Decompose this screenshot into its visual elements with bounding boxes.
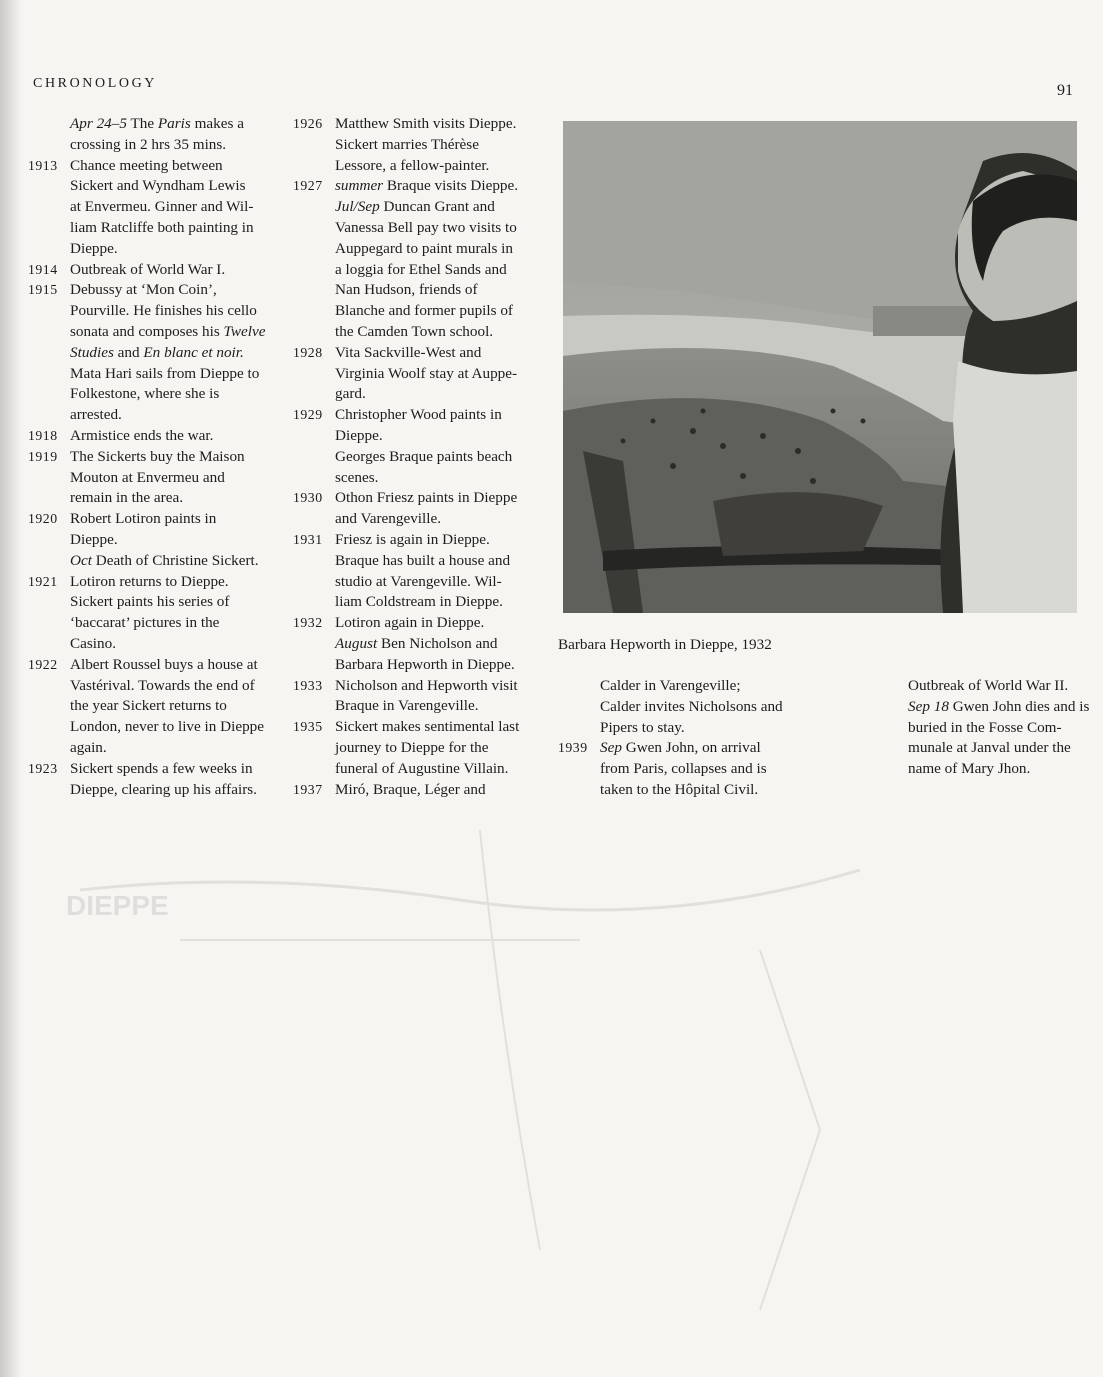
entry-line [70, 530, 290, 551]
entry-line [600, 718, 808, 739]
show-through-map [60, 830, 1060, 1330]
photo-caption: Barbara Hepworth in Dieppe, 1932 [558, 636, 772, 653]
entry-line [70, 447, 290, 468]
entry-text: Braque has built a house and [335, 551, 511, 569]
entry-text: the year Sickert returns to [70, 697, 227, 715]
entry-line [600, 697, 808, 718]
entry-text: The [126, 115, 158, 132]
entry-text: Albert Roussel buys a house at [70, 655, 258, 673]
chronology-column-2 [293, 114, 555, 800]
entry-text: Lotiron returns to Dieppe. [70, 572, 229, 590]
entry-text: remain in the area. [70, 489, 184, 507]
entry-text: Braque visits Dieppe. [383, 177, 519, 195]
photograph-barbara-hepworth [563, 121, 1077, 613]
entry-text: Chance meeting between [70, 156, 223, 174]
entry-line [335, 301, 555, 322]
chronology-entry [293, 488, 555, 530]
chronology-entry [28, 572, 290, 655]
entry-line [70, 572, 290, 593]
entry-line [70, 239, 290, 260]
entry-text: Vanessa Bell pay two visits to [335, 218, 517, 236]
chronology-column-1 [28, 114, 290, 800]
entry-year: 1919 [28, 448, 58, 464]
entry-text: Blanche and former pupils of [335, 302, 513, 320]
entry-year: 1926 [293, 116, 323, 131]
entry-text: Dieppe. [70, 239, 118, 257]
entry-line [335, 676, 555, 697]
entry-line [70, 592, 290, 613]
entry-line [335, 488, 555, 509]
entry-line [70, 156, 290, 177]
entry-text: Debussy at ‘Mon Coin’, [70, 281, 217, 299]
entry-text: Dieppe. [70, 530, 118, 548]
entry-line [70, 759, 290, 780]
entry-line [600, 759, 808, 780]
entry-line [70, 426, 290, 447]
entry-line [335, 551, 555, 572]
entry-line [335, 322, 555, 343]
chronology-entry [28, 447, 290, 509]
entry-year: 1918 [28, 427, 58, 443]
entry-year: 1927 [293, 178, 323, 194]
entry-text: ‘baccarat’ pictures in the [70, 614, 220, 632]
entry-line [335, 696, 555, 717]
date-label: Studies [70, 343, 114, 361]
entry-year: 1929 [293, 407, 323, 423]
entry-line [335, 384, 555, 405]
entry-line [70, 280, 290, 301]
entry-line [335, 364, 555, 385]
entry-line [908, 738, 1086, 759]
entry-year: 1915 [28, 282, 58, 298]
entry-text: Lessore, a fellow-painter. [335, 156, 490, 174]
entry-text: Armistice ends the war. [70, 426, 214, 444]
entry-text: Vastérival. Towards the end of [70, 676, 255, 694]
entry-line [70, 676, 290, 697]
entry-line [70, 405, 290, 426]
entry-text: Auppegard to paint murals in [335, 239, 513, 257]
entry-text: Sickert and Wyndham Lewis [70, 177, 246, 195]
chronology-entry [293, 343, 555, 405]
entry-line [70, 613, 290, 634]
entry-line [908, 697, 1090, 718]
entry-text: Miró, Braque, Léger and [335, 780, 486, 798]
entry-text: The Sickerts buy the Maison [70, 447, 245, 465]
entry-text: Sickert spends a few weeks in [70, 759, 253, 777]
entry-text: Mata Hari sails from Dieppe to [70, 364, 260, 382]
entry-line [70, 364, 290, 385]
entry-line [335, 780, 555, 801]
entry-year: 1932 [293, 615, 323, 631]
entry-text: Outbreak of World War I. [70, 260, 226, 278]
entry-text: Gwen John dies and is [948, 697, 1090, 715]
entry-text: buried in the Fosse Com- [908, 718, 1062, 736]
entry-text: sonata and composes his [70, 322, 224, 340]
entry-line [600, 738, 808, 759]
entry-text: Barbara Hepworth in Dieppe. [335, 655, 515, 673]
chronology-column-4 [866, 676, 1090, 780]
chronology-entry [28, 426, 290, 447]
entry-text: liam Coldstream in Dieppe. [335, 593, 503, 611]
entry-text: Lotiron again in Dieppe. [335, 614, 485, 632]
chronology-entry [28, 655, 290, 759]
entry-text: Dieppe, clearing up his affairs. [70, 780, 257, 798]
entry-text: Outbreak of World War II. [908, 677, 1069, 694]
entry-text: Nicholson and Hepworth visit [335, 676, 518, 694]
entry-year: 1913 [28, 157, 58, 173]
entry-text: Robert Lotiron paints in [70, 510, 217, 528]
entry-line [908, 718, 1086, 739]
entry-line [70, 655, 290, 676]
chronology-entry [28, 509, 290, 571]
chronology-entry [28, 114, 290, 156]
entry-line [335, 655, 555, 676]
entry-text: Death of Christine Sickert. [91, 551, 259, 569]
entry-text: Virginia Woolf stay at Auppe- [335, 364, 518, 382]
entry-line [335, 114, 555, 135]
entry-text: the Camden Town school. [335, 322, 494, 340]
entry-text: Sickert marries Thérèse [335, 135, 479, 153]
entry-line [335, 634, 555, 655]
entry-line [70, 218, 290, 239]
entry-text: taken to the Hôpital Civil. [600, 780, 759, 798]
entry-text: Dieppe. [335, 426, 383, 444]
entry-line [70, 176, 290, 197]
entry-year: 1935 [293, 719, 323, 735]
entry-line [335, 197, 555, 218]
entry-text: Pourville. He finishes his cello [70, 302, 257, 320]
entry-line [70, 634, 290, 655]
entry-text: Folkestone, where she is [70, 385, 220, 403]
entry-line [908, 759, 1086, 780]
entry-line [335, 717, 555, 738]
entry-text: Casino. [70, 634, 116, 652]
date-label: Sep 18 [908, 697, 949, 715]
entry-line [70, 322, 290, 343]
entry-text: and [113, 343, 144, 361]
entry-line [335, 572, 555, 593]
entry-text: from Paris, collapses and is [600, 760, 767, 778]
chronology-entry [293, 780, 555, 801]
binding-shadow [0, 0, 22, 1377]
chronology-entry [293, 717, 555, 779]
entry-line [335, 447, 555, 468]
entry-text: name of Mary Jhon. [908, 760, 1031, 778]
entry-line [335, 530, 555, 551]
entry-text: Braque in Varengeville. [335, 697, 479, 715]
chronology-entry [28, 156, 290, 260]
entry-text: studio at Varengeville. Wil- [335, 572, 502, 590]
entry-line [70, 488, 290, 509]
map-title: DIEPPE [66, 890, 169, 921]
entry-line [335, 405, 555, 426]
entry-text: funeral of Augustine Villain. [335, 759, 509, 777]
date-label: Apr 24–5 [70, 115, 127, 132]
entry-text: liam Ratcliffe both painting in [70, 218, 254, 236]
entry-text: Sickert makes sentimental last [335, 718, 520, 736]
date-label: En blanc et noir. [143, 343, 244, 361]
date-label: Twelve [223, 322, 266, 340]
page-number: 91 [1057, 82, 1073, 99]
entry-line [335, 260, 555, 281]
entry-year: 1928 [293, 344, 323, 360]
chronology-entry [293, 613, 555, 675]
entry-line [70, 551, 290, 572]
chronology-entry [558, 738, 808, 800]
entry-text: Christopher Wood paints in [335, 406, 502, 424]
entry-year: 1939 [558, 740, 588, 756]
entry-text: Sickert paints his series of [70, 593, 230, 611]
date-label: Paris [157, 115, 191, 132]
entry-line [335, 468, 555, 489]
entry-line [70, 260, 290, 281]
entry-line [70, 135, 290, 156]
entry-line [70, 468, 290, 489]
entry-line [335, 738, 555, 759]
entry-year: 1921 [28, 573, 58, 589]
chronology-entry [28, 260, 290, 281]
entry-text: journey to Dieppe for the [335, 738, 489, 756]
entry-text: Mouton at Envermeu and [70, 468, 225, 486]
entry-line [335, 343, 555, 364]
entry-text: at Envermeu. Ginner and Wil- [70, 198, 254, 216]
entry-text: scenes. [335, 468, 379, 486]
entry-year: 1937 [293, 781, 323, 797]
entry-line [600, 780, 808, 801]
entry-line [335, 613, 555, 634]
entry-line [908, 676, 1086, 697]
entry-line [70, 197, 290, 218]
entry-text: Gwen John, on arrival [621, 739, 761, 757]
entry-line [335, 509, 555, 530]
running-head: CHRONOLOGY [33, 76, 157, 91]
entry-text: Nan Hudson, friends of [335, 281, 478, 299]
entry-line [70, 696, 290, 717]
entry-text: Friesz is again in Dieppe. [335, 530, 490, 548]
chronology-entry [558, 676, 808, 738]
entry-text: Pipers to stay. [600, 718, 685, 736]
chronology-entry [293, 530, 555, 613]
entry-line [335, 759, 555, 780]
entry-line [70, 780, 290, 801]
entry-line [70, 509, 290, 530]
entry-text: Georges Braque paints beach [335, 447, 513, 465]
entry-text: Othon Friesz paints in Dieppe [335, 489, 518, 507]
entry-year: 1923 [28, 760, 58, 776]
entry-text: Ben Nicholson and [377, 634, 498, 652]
entry-year: 1931 [293, 531, 323, 547]
entry-line [335, 176, 555, 197]
entry-line [70, 384, 290, 405]
entry-line [70, 717, 290, 738]
date-label: summer [335, 177, 384, 195]
chronology-entry [293, 676, 555, 718]
entry-text: London, never to live in Dieppe [70, 718, 265, 736]
chronology-entry [293, 176, 555, 342]
entry-line [335, 239, 555, 260]
entry-text: Calder invites Nicholsons and [600, 697, 783, 715]
chronology-entry [293, 114, 555, 176]
entry-year: 1922 [28, 656, 58, 672]
entry-text: makes a [190, 115, 244, 132]
entry-text: Vita Sackville-West and [335, 343, 482, 361]
entry-text: Duncan Grant and [379, 198, 495, 216]
entry-year: 1933 [293, 677, 323, 693]
entry-line [335, 592, 555, 613]
chronology-entry [28, 280, 290, 426]
chronology-entry [293, 405, 555, 488]
entry-year: 1920 [28, 511, 58, 527]
date-label: August [335, 634, 378, 652]
date-label: Sep [600, 739, 622, 757]
entry-line [335, 426, 555, 447]
entry-line [70, 114, 290, 135]
chronology-entry [866, 676, 1090, 780]
date-label: Oct [70, 551, 92, 569]
entry-text: crossing in 2 hrs 35 mins. [70, 135, 227, 153]
chronology-column-3 [558, 676, 808, 801]
chronology-entry [28, 759, 290, 801]
entry-line [335, 156, 555, 177]
entry-text: a loggia for Ethel Sands and [335, 260, 507, 278]
entry-year: 1930 [293, 490, 323, 506]
entry-text: again. [70, 738, 107, 756]
entry-line [70, 738, 290, 759]
entry-text: munale at Janval under the [908, 739, 1071, 757]
entry-line [335, 218, 555, 239]
entry-text: and Varengeville. [335, 510, 441, 528]
entry-line [600, 676, 808, 697]
entry-text: Matthew Smith visits Dieppe. [335, 115, 517, 132]
entry-text: arrested. [70, 406, 122, 424]
entry-line [70, 343, 290, 364]
entry-line [335, 280, 555, 301]
entry-line [70, 301, 290, 322]
date-label: Jul/Sep [335, 198, 380, 216]
entry-text: gard. [335, 385, 366, 403]
entry-year: 1914 [28, 261, 58, 277]
entry-text: Calder in Varengeville; [600, 677, 741, 694]
entry-line [335, 135, 555, 156]
